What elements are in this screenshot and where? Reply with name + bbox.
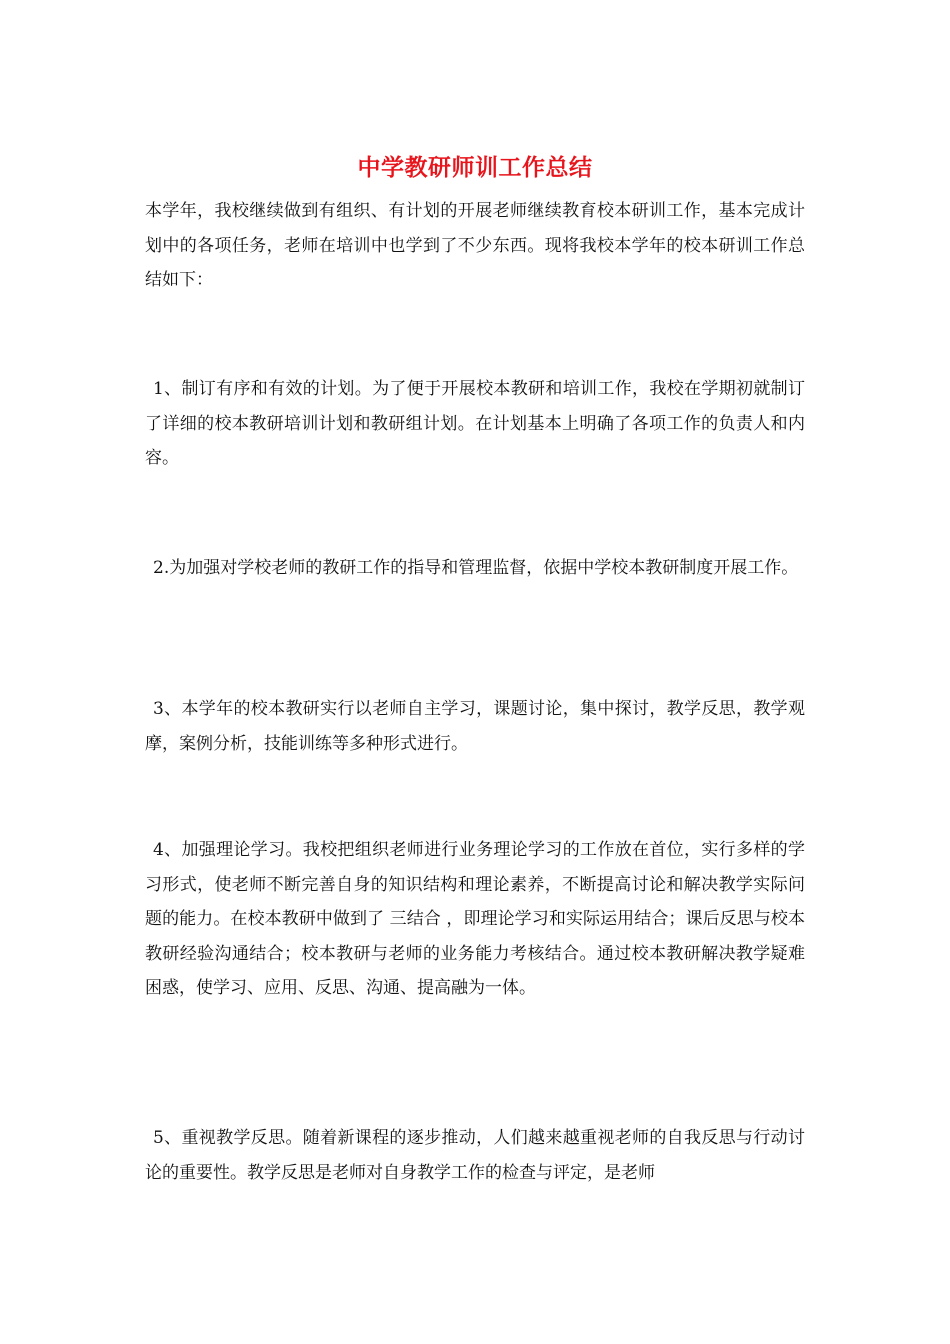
paragraph-item-3: 3、本学年的校本教研实行以老师自主学习，课题讨论，集中探讨，教学反思，教学观摩，案例分析，技能训练等多种形式进行。 (145, 699, 805, 754)
paragraph-item-2: 2.为加强对学校老师的教研工作的指导和管理监督，依据中学校本教研制度开展工作。 (153, 558, 799, 578)
paragraph-item-5: 5、重视教学反思。随着新课程的逐步推动，人们越来越重视老师的自我反思与行动讨论的重要性。教学反思是老师对自身教学工作的检查与评定，是老师 (145, 1128, 805, 1183)
paragraph-item-1: 1、制订有序和有效的计划。为了便于开展校本教研和培训工作，我校在学期初就制订了详细的校本教研培训计划和教研组计划。在计划基本上明确了各项工作的负责人和内容。 (145, 379, 805, 468)
document-title: 中学教研师训工作总结 (357, 154, 593, 181)
intro-paragraph: 本学年，我校继续做到有组织、有计划的开展老师继续教育校本研训工作，基本完成计划中的各项任务，老师在培训中也学到了不少东西。现将我校本学年的校本研训工作总结如下： (145, 201, 805, 290)
paragraph-item-4: 4、加强理论学习。我校把组织老师进行业务理论学习的工作放在首位，实行多样的学习形式，使老师不断完善自身的知识结构和理论素养，不断提高讨论和解决教学实际问题的能力。在校本教研中做到了 三结合 ，即理论学习和实际运用结合；课后反思与校本教研经验沟通结合；校本教研与老师的业务能力考核结合。通过校本教研解决教学疑难困惑，使学习、应用、反思、沟通、提高融为一体。 (145, 840, 805, 998)
